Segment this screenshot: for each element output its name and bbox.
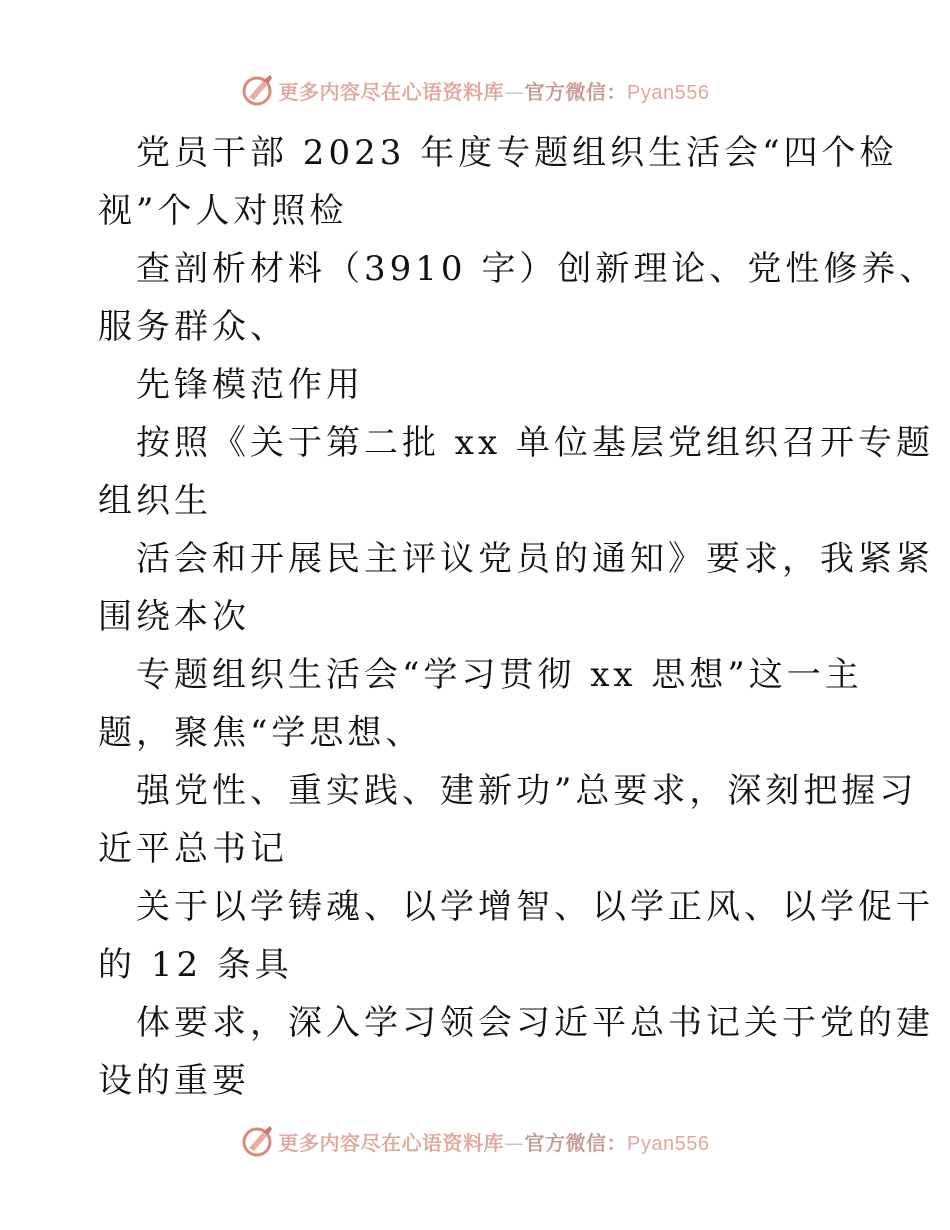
watermark-separator: — — [504, 1130, 525, 1155]
text-line: 视”个人对照检 — [98, 191, 348, 231]
footer-watermark — [0, 1121, 950, 1161]
text-line: 近平总书记 — [98, 829, 288, 869]
text-line: 按照《关于第二批 xx 单位基层党组织召开专题 — [136, 423, 934, 463]
document-body — [98, 124, 938, 1110]
text-line: 活会和开展民主评议党员的通知》要求，我紧紧 — [136, 539, 934, 579]
text-line: 查剖析材料（3910 字）创新理论、党性修养、 — [136, 249, 938, 289]
watermark-label: 官方微信： — [524, 79, 628, 104]
text-line: 先锋模范作用 — [136, 365, 364, 405]
watermark-lead-text: 更多内容尽在心语资料库 — [278, 1130, 505, 1155]
watermark-label: 官方微信： — [524, 1130, 628, 1155]
pen-logo-icon — [241, 1124, 275, 1158]
text-line: 组织生 — [98, 481, 212, 521]
text-line: 服务群众、 — [98, 307, 288, 347]
watermark-wechat-id: Pyan556 — [627, 1132, 710, 1155]
text-line: 专题组织生活会“学习贯彻 xx 思想”这一主 — [136, 655, 863, 695]
text-line: 设的重要 — [98, 1061, 250, 1101]
watermark-wechat-id: Pyan556 — [627, 81, 710, 104]
text-line: 强党性、重实践、建新功”总要求，深刻把握习 — [136, 771, 918, 811]
watermark-separator: — — [504, 79, 525, 104]
text-line: 围绕本次 — [98, 597, 250, 637]
pen-logo-icon — [241, 73, 275, 107]
text-line: 关于以学铸魂、以学增智、以学正风、以学促干 — [136, 887, 934, 927]
text-line: 的 12 条具 — [98, 945, 293, 985]
text-line: 题，聚焦“学思想、 — [98, 713, 424, 753]
header-watermark — [0, 70, 950, 110]
watermark-lead-text: 更多内容尽在心语资料库 — [278, 79, 505, 104]
text-line: 体要求，深入学习领会习近平总书记关于党的建 — [136, 1003, 934, 1043]
text-line: 党员干部 2023 年度专题组织生活会“四个检 — [136, 133, 898, 173]
